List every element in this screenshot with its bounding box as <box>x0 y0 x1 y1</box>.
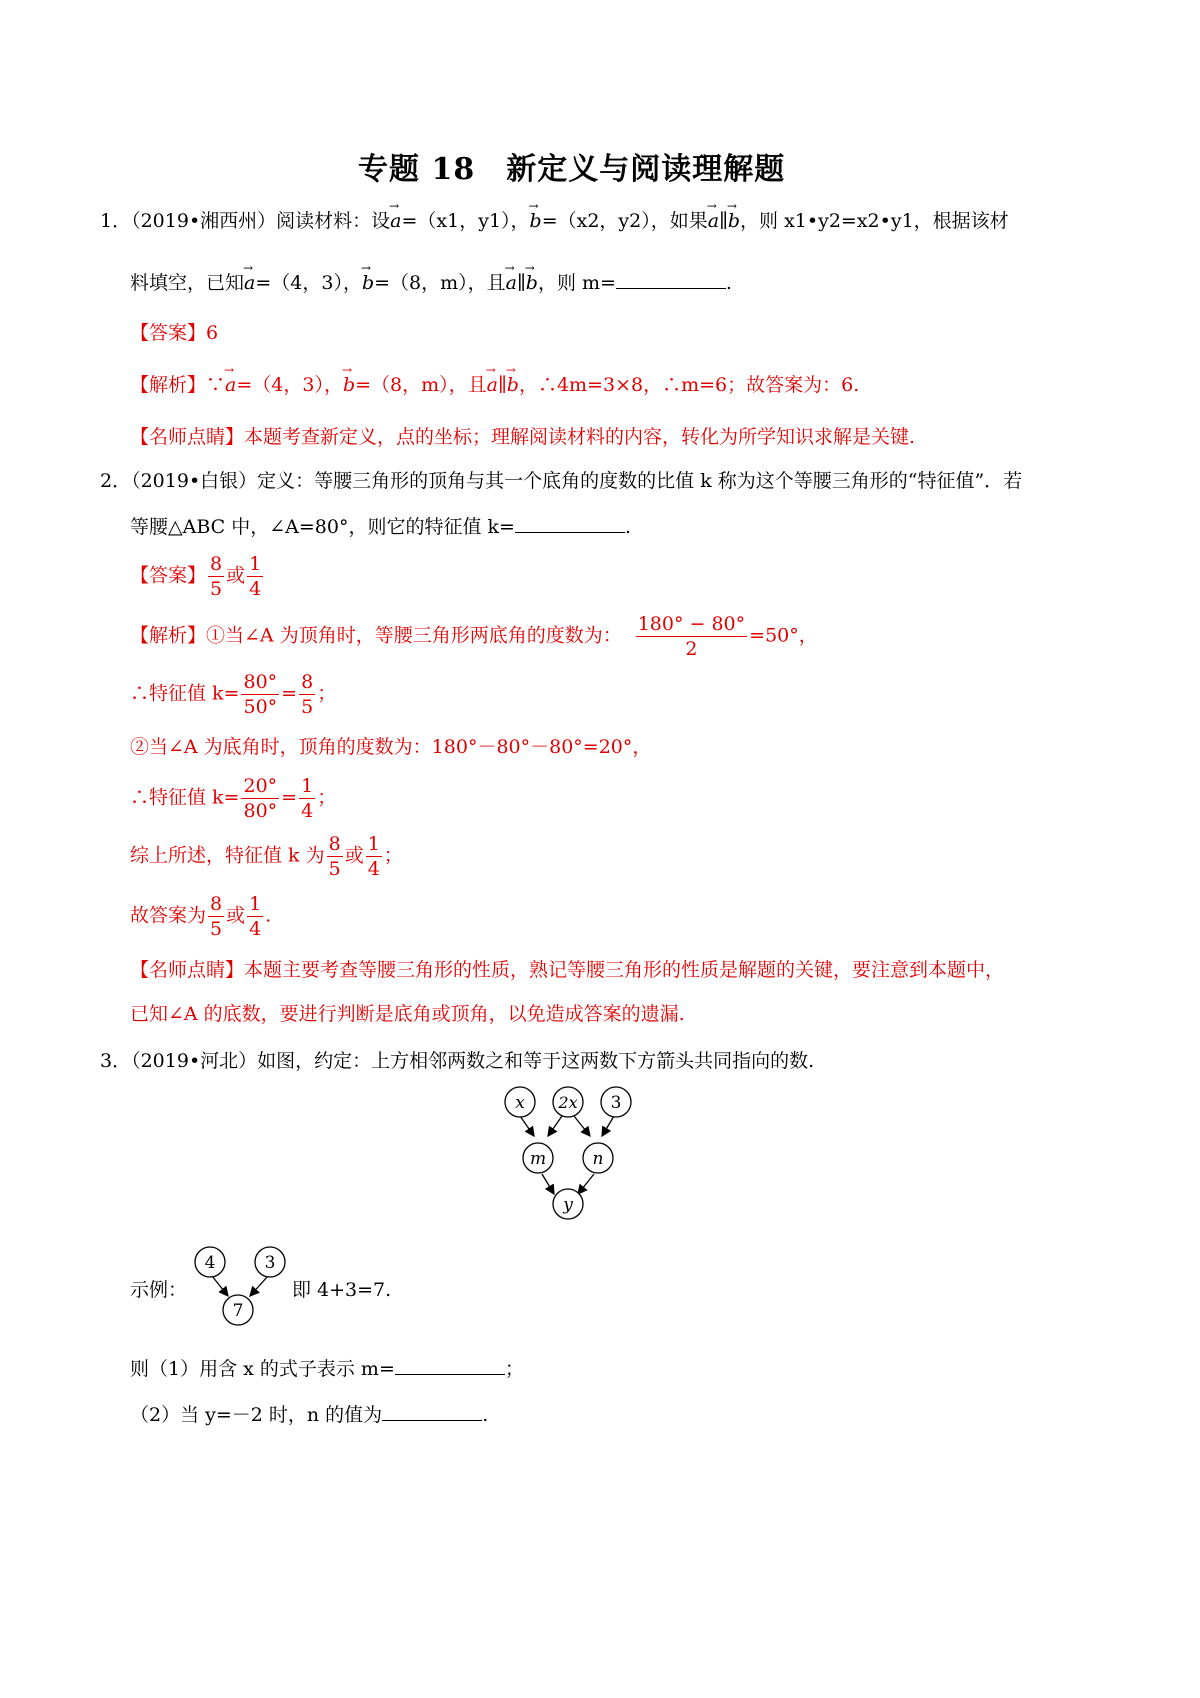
example-label: 示例： <box>130 1279 188 1301</box>
q2-comment-2: 已知∠A 的底数，要进行判断是底角或顶角，以免造成答案的遗漏. <box>130 1003 685 1025</box>
node-3 <box>601 1087 631 1117</box>
node-2x <box>553 1087 583 1117</box>
svg-text:4: 4 <box>204 1253 216 1273</box>
svg-text:n: n <box>592 1149 604 1169</box>
answer-blank[interactable] <box>395 1356 505 1375</box>
answer-blank[interactable] <box>382 1402 482 1421</box>
svg-text:3: 3 <box>264 1253 276 1273</box>
example-text: 即 4+3=7. <box>292 1279 392 1301</box>
q2-analysis-1: 【解析】①当∠A 为顶角时，等腰三角形两底角的度数为： $\frac{180^\circ - 80^\circ}{2}$ =50°， <box>130 613 818 660</box>
example-diagram <box>190 1240 290 1332</box>
q3-sub-2: （2）当 y=－2 时，n 的值为 . <box>130 1404 489 1426</box>
q2-line-2: 等腰△ABC 中，∠A=80°，则它的特征值 k= . <box>130 516 631 538</box>
q2-analysis-6: 故答案为 $\frac{8}{5}$ 或 $\frac{1}{4}$ . <box>130 893 272 940</box>
q2-analysis-4: ∴特征值 k= $\frac{20^\circ}{80^\circ}$ = $\frac{1}{4}$ ； <box>130 775 337 822</box>
node-m <box>523 1143 553 1173</box>
q2-line-1: 2．（2019•白银）定义：等腰三角形的顶角与其一个底角的度数的比值 k 称为这个等腰三角形的“特征值”．若 <box>100 470 1023 492</box>
svg-text:x: x <box>515 1093 525 1113</box>
example-node-4 <box>195 1247 225 1277</box>
q1-line-2: 料填空，已知→ a=（4，3），→ b=（8，m），且→ a∥→ b，则 m= . <box>130 270 732 296</box>
svg-text:y: y <box>563 1195 573 1215</box>
page-title: 专题 18 新定义与阅读理解题 <box>358 152 786 187</box>
q2-analysis-5: 综上所述，特征值 k 为 $\frac{8}{5}$ 或 $\frac{1}{4}$ ； <box>130 833 403 880</box>
svg-text:2x: 2x <box>558 1093 578 1112</box>
q2-answer: 【答案】 $\frac{8}{5}$ 或 $\frac{1}{4}$ <box>130 553 262 600</box>
q2-comment-1: 【名师点睛】本题主要考查等腰三角形的性质，熟记等腰三角形的性质是解题的关键，要注意到本题中， <box>130 959 1005 981</box>
example-node-7 <box>223 1295 253 1325</box>
node-x <box>505 1087 535 1117</box>
node-n <box>583 1143 613 1173</box>
q1-analysis: 【解析】∵→ a=（4，3），→ b=（8，m），且→ a∥→ b，∴4m=3×8，∴m=6；故答案为：6. <box>130 372 859 398</box>
q3-sub-1: 则（1）用含 x 的式子表示 m= ； <box>130 1358 524 1380</box>
number-tree-diagram <box>490 1080 650 1230</box>
svg-text:3: 3 <box>610 1093 622 1113</box>
node-y <box>553 1189 583 1219</box>
q1-answer: 【答案】6 <box>130 322 219 344</box>
svg-text:7: 7 <box>232 1301 244 1321</box>
q2-analysis-3: ②当∠A 为底角时，顶角的度数为：180°－80°－80°=20°， <box>130 736 652 758</box>
q3-line-1: 3．（2019•河北）如图，约定：上方相邻两数之和等于这两数下方箭头共同指向的数. <box>100 1050 815 1072</box>
answer-blank[interactable] <box>616 270 726 289</box>
q1-line-1: 1．（2019•湘西州）阅读材料：设→ a=（x1，y1），→ b=（x2，y2），如果→ a∥→ b，则 x1•y2=x2•y1，根据该材 <box>100 208 1009 234</box>
answer-blank[interactable] <box>515 514 625 533</box>
q2-analysis-2: ∴特征值 k= $\frac{80^\circ}{50^\circ}$ = $\frac{8}{5}$ ； <box>130 671 337 718</box>
example-node-3 <box>255 1247 285 1277</box>
svg-text:m: m <box>529 1149 547 1169</box>
q1-comment: 【名师点睛】本题考查新定义，点的坐标；理解阅读材料的内容，转化为所学知识求解是关键. <box>130 426 916 448</box>
